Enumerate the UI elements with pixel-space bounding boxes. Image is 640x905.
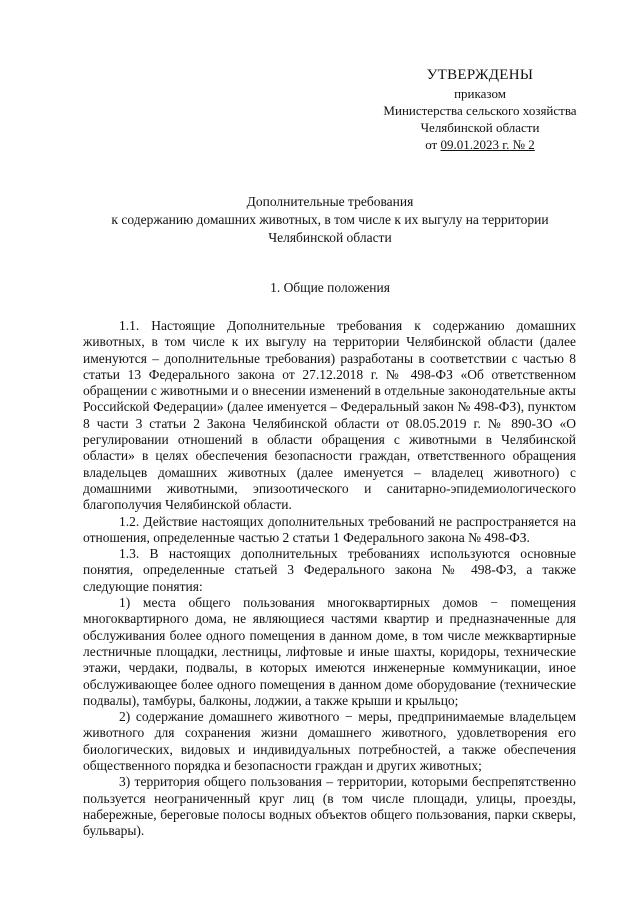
title-line-1: Дополнительные требования <box>246 194 414 209</box>
definition-1: 1) места общего пользования многоквартирных домов − помещения многоквартирного дома, не являющиеся частями квартир и предназначенные для обслуживания более одного помещения в данном доме, в том числе межквартирные лестничные площадки, лестницы, лифтовые и иные шахты, коридоры, технические этажи, чердаки, подвалы, в которых имеются инженерные коммуникации, иное обслуживающее более одного помещения в данном доме оборудование (технические подвалы), тамбуры, балконы, лоджии, а также крыши и крыльцо; <box>83 595 576 708</box>
definition-3: 3) территория общего пользования – территории, которыми беспрепятственно пользуется неограниченный круг лиц (в том числе площади, улицы, проезды, набережные, береговые полосы водных объектов общего пользования, парки скверы, бульвары). <box>83 774 576 839</box>
approval-stamp-title: УТВЕРЖДЕНЫ <box>426 67 534 83</box>
title-line-3: Челябинской области <box>268 230 392 245</box>
approval-date-line <box>360 136 600 153</box>
definition-2: 2) содержание домашнего животного − меры, предпринимаемые владельцем животного для сохранения жизни домашнего животного, удовлетворения его биологических, видовых и индивидуальных потребностей, а также обеспечения общественного порядка и безопасности граждан и других животных; <box>83 709 576 774</box>
approval-date-value: 09.01.2023 г. № 2 <box>440 137 535 152</box>
approval-block <box>360 66 600 153</box>
paragraph-1-3: 1.3. В настоящих дополнительных требованиях используются основные понятия, определенные статьей 3 Федерального закона № 498-ФЗ, а также следующие понятия: <box>83 546 576 594</box>
section-heading: 1. Общие положения <box>270 280 390 295</box>
document-title <box>60 193 600 247</box>
paragraph-1-2: 1.2. Действие настоящих дополнительных требований не распространяется на отношения, определенные частью 2 статьи 1 Федерального закона № 498-ФЗ. <box>83 513 576 545</box>
paragraph-1-1: 1.1. Настоящие Дополнительные требования к содержанию домашних животных, в том числе к их выгулу на территории Челябинской области (далее именуются – дополнительные требования) разработаны в соответствии с частью 8 статьи 13 Федерального закона от 27.12.2018 г. № 498-ФЗ «Об ответственном обращении с животными и о внесении изменений в отдельные законодательные акты Российской Федерации» (далее именуется – Федеральный закон № 498-ФЗ), пунктом 8 части 3 статьи 2 Закона Челябинской области от 08.05.2019 г. № 890-ЗО «О регулировании отношений в области обращения с животными в Челябинской области» в целях обеспечения безопасности граждан, ответственного обращения владельцев домашних животных (далее именуется – владелец животного) с домашними животными, эпизоотического и санитарно-эпидемиологического благополучия Челябинской области. <box>83 318 576 513</box>
approval-line-ministry: Министерства сельского хозяйства <box>383 103 577 118</box>
approval-line-order: приказом <box>454 86 506 101</box>
approval-date-prefix: от <box>425 137 441 152</box>
approval-line-region: Челябинской области <box>420 120 540 135</box>
title-line-2: к содержанию домашних животных, в том числе к их выгулу на территории <box>111 212 549 227</box>
document-body <box>83 318 576 840</box>
